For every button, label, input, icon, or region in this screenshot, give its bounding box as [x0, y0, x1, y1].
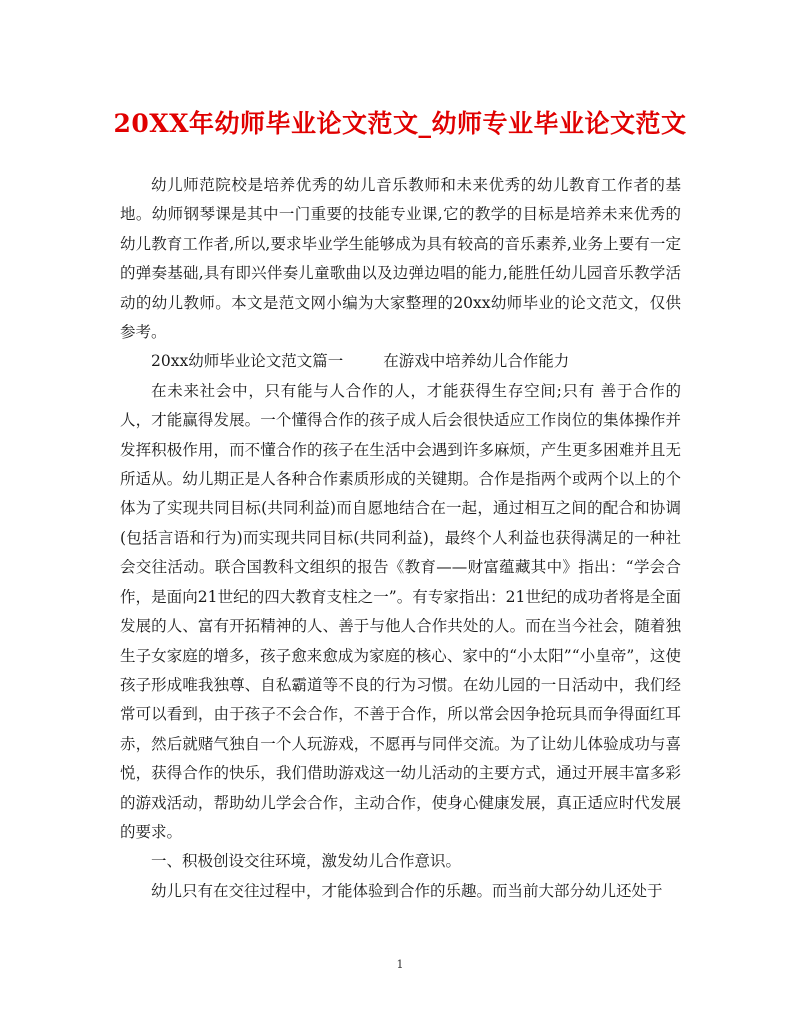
section-heading-left: 20xx幼师毕业论文范文篇一 — [151, 352, 344, 371]
subheading-paragraph: 一、积极创设交往环境，激发幼儿合作意识。 — [151, 852, 462, 871]
body-paragraph-continued: 幼儿只有在交往过程中，才能体验到合作的乐趣。而当前大部分幼儿还处于 — [151, 881, 663, 900]
intro-paragraph: 幼儿师范院校是培养优秀的幼儿音乐教师和未来优秀的幼儿教育工作者的基地。幼师钢琴课是其中一门重要的技能专业课,它的教学的目标是培养未来优秀的幼儿教育工作者,所以,要求毕业学生能够成为具有较高的音乐素养,业务上要有一定的弹奏基础,具有即兴伴奏儿童歌曲以及边弹边唱的能力,能胜任幼儿园音乐教学活动的幼儿教师。本文是范文网小编为大家整理的20xx幼师毕业的论文范文，仅供参考。 — [120, 176, 681, 342]
body-paragraph-cooperation: 在未来社会中，只有能与人合作的人，才能获得生存空间;只有 善于合作的人，才能赢得发展。一个懂得合作的孩子成人后会很快适应工作岗位的集体操作并发挥积极作用，而不懂合作的孩子在生活中会遇到许多麻烦，产生更多困难并且无所适从。幼儿期正是人各种合作素质形成的关键期。合作是指两个或两个以上的个体为了实现共同目标(共同利益)而自愿地结合在一起，通过相互之间的配合和协调(包括言语和行为)而实现共同目标(共同利益)，最终个人利益也获得满足的一种社会交往活动。联合国教科文组织的报告《教育——财富蕴藏其中》指出：“学会合作，是面向21世纪的四大教育支柱之一”。有专家指出：21世纪的成功者将是全面发展的人、富有开拓精神的人、善于与他人合作共处的人。而在当今社会，随着独生子女家庭的增多，孩子愈来愈成为家庭的核心、家中的“小太阳”“小皇帝”，这使孩子形成唯我独尊、自私霸道等不良的行为习惯。在幼儿园的一日活动中，我们经常可以看到，由于孩子不会合作，不善于合作，所以常会因争抢玩具而争得面红耳赤，然后就赌气独自一个人玩游戏，不愿再与同伴交流。为了让幼儿体验成功与喜悦，获得合作的快乐，我们借助游戏这一幼儿活动的主要方式，通过开展丰富多彩的游戏活动，帮助幼儿学会合作，主动合作，使身心健康发展，真正适应时代发展的要求。 — [120, 381, 681, 841]
document-body — [120, 171, 681, 906]
page-number: 1 — [396, 958, 404, 971]
section-heading-right: 在游戏中培养幼儿合作能力 — [383, 352, 570, 371]
document-title: 20XX年幼师毕业论文范文_幼师专业毕业论文范文 — [113, 109, 687, 138]
section-heading — [120, 347, 681, 376]
